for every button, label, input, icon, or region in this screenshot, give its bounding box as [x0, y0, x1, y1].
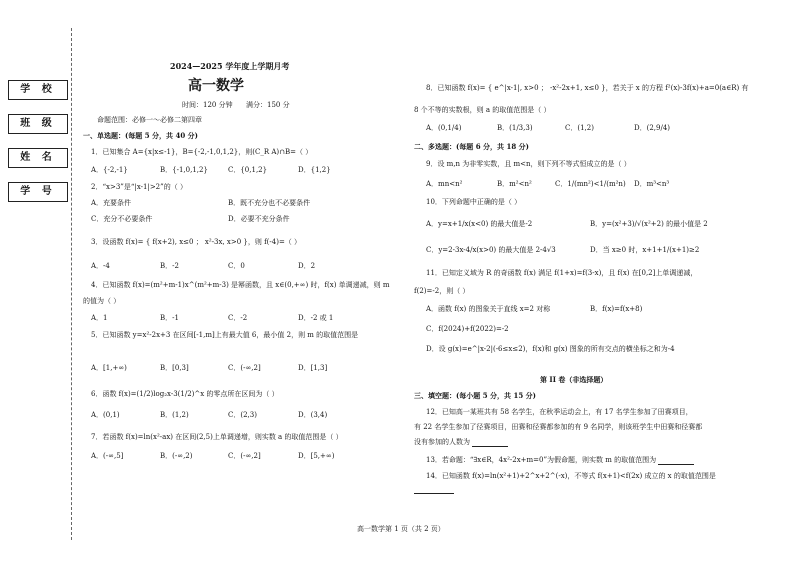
q7-stem: 7．若函数 f(x)=ln(x²-ax) 在区间(2,5)上单调递增，则实数 a 的取值范围是（ ）: [91, 433, 343, 441]
q9-option-c: C．1/(mn²)<1/(m²n): [555, 180, 626, 188]
q11-option-c: C．f(2024)+f(2022)=-2: [426, 325, 509, 333]
q10-stem: 10．下列命题中正确的是（ ）: [426, 198, 522, 206]
q1-option-a: A．{-2,-1}: [91, 166, 128, 174]
q4-option-b: B．-1: [160, 314, 179, 322]
q10-option-a: A．y=x+1/x(x<0) 的最大值是-2: [426, 220, 533, 228]
q5-option-a: A．[1,+∞): [91, 364, 127, 372]
part2-title: 第 II 卷（非选择题）: [540, 375, 608, 384]
q12-line3: [414, 438, 508, 447]
q9-option-a: A．mn<n²: [426, 180, 463, 188]
section3-heading: 三、填空题：(每小题 5 分，共 15 分): [414, 391, 536, 400]
q8-option-a: A．(0,1/4): [426, 124, 462, 132]
q1-stem: 1．已知集合 A={x|x≤-1}，B={-2,-1,0,1,2}，则(C_R A)∩B=（ ）: [91, 148, 313, 156]
q11-option-a: A．函数 f(x) 的图象关于直线 x=2 对称: [426, 305, 551, 313]
q9-option-b: B．m²<n²: [497, 180, 532, 188]
q14-stem: 14．已知函数 f(x)=ln(x²+1)+2^x+2^(-x)，不等式 f(x+1)<f(2x) 成立的 x 的取值范围是: [426, 472, 716, 480]
q5-option-c: C．(-∞,2]: [228, 364, 261, 372]
q12-line3-text: 没有参加的人数为: [414, 438, 470, 446]
q9-option-d: D．m³<n³: [634, 180, 670, 188]
q5-stem: 5．已知函数 y=x²-2x+3 在区间[-1,m]上有最大值 6，最小值 2，则 m 的取值范围是: [91, 331, 359, 339]
q2-option-b: B．既不充分也不必要条件: [228, 199, 311, 207]
q13-text: 13．若命题：“∃x∈R，4x²-2x+m=0”为假命题，则实数 m 的取值范围为: [426, 456, 657, 464]
q10-option-c: C．y=2-3x-4/x(x>0) 的最大值是 2-4√3: [426, 246, 556, 254]
section2-heading: 二、多选题：(每题 6 分，共 18 分): [414, 142, 529, 151]
q3-option-b: B．-2: [160, 262, 179, 270]
q8-stem-cont: 8 个不等的实数根，则 a 的取值范围是（ ）: [414, 106, 551, 114]
q10-option-b: B．y=(x²+3)/√(x²+2) 的最小值是 2: [590, 220, 708, 228]
q4-stem-cont: 的值为（ ）: [83, 297, 121, 305]
q13-stem: [426, 456, 694, 465]
q7-option-c: C．(-∞,2]: [228, 452, 261, 460]
page-footer: 高一数学第 1 页（共 2 页）: [357, 525, 445, 533]
binding-line: [71, 28, 72, 540]
student-info-box: [8, 80, 66, 210]
q2-option-a: A．充要条件: [91, 199, 132, 207]
subject-title: 高一数学: [188, 78, 244, 94]
q12-answer-blank[interactable]: [472, 439, 508, 447]
q1-option-d: D．{1,2}: [298, 166, 331, 174]
class-field: 班 级: [8, 114, 68, 134]
q14-answer-blank[interactable]: [414, 493, 454, 494]
q8-option-d: D．(2,9/4): [634, 124, 671, 132]
student-id-field: 学 号: [8, 182, 68, 202]
q12-line2: 有 22 名学生参加了径赛项目，田赛和径赛都参加的有 9 名同学，则该班学生中田赛和径赛都: [414, 423, 703, 431]
q4-stem: 4．已知函数 f(x)=(m²+m-1)x^(m²+m-3) 是幂函数，且 x∈(0,+∞) 时，f(x) 单调递减，则 m: [91, 281, 390, 289]
q1-option-b: B．{-1,0,1,2}: [160, 166, 208, 174]
time-info: 时间：120 分钟: [182, 101, 233, 109]
q6-option-d: D．(3,4): [298, 411, 328, 419]
q11-stem: 11．已知定义域为 R 的奇函数 f(x) 满足 f(1+x)=f(3-x)，且 f(x) 在[0,2]上单调递减，: [426, 269, 698, 277]
q2-option-c: C．充分不必要条件: [91, 215, 153, 223]
q8-option-c: C．(1,2): [565, 124, 594, 132]
q7-option-a: A．(-∞,5]: [91, 452, 124, 460]
q3-stem: 3．设函数 f(x)= { f(x+2), x≤0 ； x²-3x, x>0 }，则 f(-4)=（ ）: [91, 238, 302, 246]
q4-option-d: D．-2 或 1: [298, 314, 334, 322]
q6-option-c: C．(2,3): [228, 411, 257, 419]
q3-option-a: A．-4: [91, 262, 110, 270]
q1-option-c: C．{0,1,2}: [228, 166, 268, 174]
section1-heading: 一、单选题：(每题 5 分，共 40 分): [83, 131, 198, 140]
q3-option-c: C．0: [228, 262, 245, 270]
q6-stem: 6．函数 f(x)=(1/2)log₂x-3(1/2)^x 的零点所在区间为（ ）: [91, 390, 279, 398]
q6-option-b: B．(1,2): [160, 411, 189, 419]
q7-option-b: B．(-∞,2): [160, 452, 193, 460]
q8-stem: 8．已知函数 f(x)= { e^|x-1|, x>0 ； -x²-2x+1, x≤0 }，若关于 x 的方程 f²(x)-3f(x)+a=0(a∈R) 有: [426, 84, 749, 92]
q5-option-b: B．[0,3]: [160, 364, 189, 372]
school-field: 学 校: [8, 80, 68, 100]
q8-option-b: B．(1/3,3): [497, 124, 533, 132]
q3-option-d: D．2: [298, 262, 316, 270]
q11-option-b: B．f(x)=f(x+8): [590, 305, 643, 313]
q11-option-d: D．设 g(x)=e^|x-2|(-6≤x≤2)，f(x)和 g(x) 图象的所有交点的横坐标之和为-4: [426, 345, 675, 353]
name-field: 姓 名: [8, 148, 68, 168]
q10-option-d: D．当 x≥0 时，x+1+1/(x+1)≥2: [590, 246, 700, 254]
q11-stem-cont: f(2)=-2，则（ ）: [414, 287, 470, 295]
q7-option-d: D．[5,+∞): [298, 452, 335, 460]
q5-option-d: D．[1,3]: [298, 364, 328, 372]
q4-option-a: A．1: [91, 314, 108, 322]
q12-line1: 12．已知高一某班共有 58 名学生，在秋季运动会上，有 17 名学生参加了田赛项目，: [426, 408, 693, 416]
q2-stem: 2．“x>3”是“|x-1|>2”的（ ）: [91, 183, 187, 191]
q13-answer-blank[interactable]: [658, 457, 694, 465]
q6-option-a: A．(0,1): [91, 411, 120, 419]
q9-stem: 9．设 m,n 为非零实数，且 m<n，则下列不等式恒成立的是（ ）: [426, 160, 631, 168]
q4-option-c: C．-2: [228, 314, 248, 322]
exam-title: 2024—2025 学年度上学期月考: [170, 61, 290, 71]
q2-option-d: D．必要不充分条件: [228, 215, 290, 223]
scope-info: 命题范围：必修一～必修二第四章: [97, 116, 202, 124]
score-info: 满分：150 分: [246, 101, 290, 109]
